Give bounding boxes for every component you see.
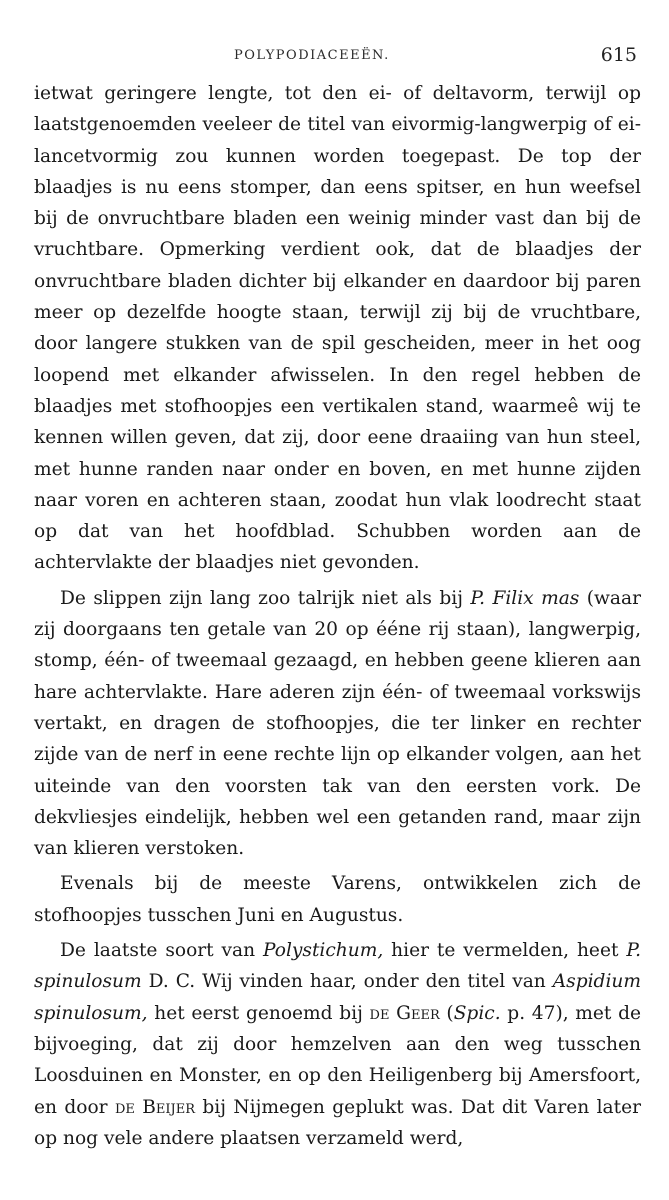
body-text xyxy=(34,78,641,1154)
paragraph xyxy=(34,935,641,1154)
text-run: hier te vermelden, heet xyxy=(383,940,627,962)
text-run: D. C. Wij vinden haar, onder den titel van xyxy=(141,971,553,993)
paragraph xyxy=(34,868,641,931)
running-title: POLYPODIACEEËN. xyxy=(234,48,390,63)
italic-term: Aspidium spinulosum, xyxy=(34,971,641,1024)
text-run: bij Nijmegen geplukt was. Dat dit Varen later op nog vele andere plaatsen verzameld werd, xyxy=(34,1096,641,1149)
text-run: (waar zij doorgaans ten getale van 20 op ééne rij staan), langwerpig, stomp, één- of tweemaal gezaagd, en hebben geene klieren aan hare achtervlakte. Hare aderen zijn één- of tweemaal vorkswijs vertakt, en dragen de stofhoopjes, die ter linker en rechter zijde van de nerf in eene rechte lijn op elkander volgen, aan het uiteinde van den voorsten tak van den eersten vork. De dekvliesjes eindelijk, hebben wel een getanden rand, maar zijn van klieren verstoken. xyxy=(34,587,641,860)
text-run: het eerst genoemd bij xyxy=(147,1002,370,1024)
text-run: ietwat geringere lengte, tot den ei- of deltavorm, terwijl op laatstgenoemden veeleer de titel van eivormig-langwerpig of ei-lancetvormig zou kunnen worden toegepast. De top der blaadjes is nu eens stomper, dan eens spitser, en hun weefsel bij de onvruchtbare bladen een weinig minder vast dan bij de vruchtbare. Opmerking verdient ook, dat de blaadjes der onvruchtbare bladen dichter bij elkander en daardoor bij paren meer op dezelfde hoogte staan, terwijl zij bij de vruchtbare, door langere stukken van de spil gescheiden, meer in het oog loopend met elkander afwisselen. In den regel hebben de blaadjes met stofhoopjes een vertikalen stand, waarmeê wij te kennen willen geven, dat zij, door eene draaiing van hun steel, met hunne randen naar onder en boven, en met hunne zijden naar voren en achteren staan, zoodat hun vlak loodrecht staat op dat van het hoofdblad. Schubben worden aan de achtervlakte der blaadjes niet gevonden. xyxy=(34,83,641,574)
italic-term: P. spinulosum xyxy=(34,940,641,993)
running-head xyxy=(34,38,641,78)
italic-term: P. Filix mas xyxy=(470,587,580,609)
author-name: de Beijer xyxy=(114,1096,196,1118)
text-run: ( xyxy=(439,1002,454,1024)
text-run: De slippen zijn lang zoo talrijk niet als bij xyxy=(60,587,471,609)
text-run: p. 47), met de bijvoeging, dat zij door hemzelven aan den weg tusschen Loosduinen en Monster, en op den Heiligenberg bij Amersfoort, en door xyxy=(34,1002,641,1118)
text-run: Evenals bij de meeste Varens, ontwikkelen zich de stofhoopjes tusschen Juni en Augustus. xyxy=(34,873,641,926)
page-number: 615 xyxy=(600,44,637,66)
text-run: De laatste soort van xyxy=(60,940,263,962)
paragraph xyxy=(34,78,641,579)
italic-term: Spic. xyxy=(453,1002,501,1024)
italic-term: Polystichum, xyxy=(263,940,384,962)
author-name: de Geer xyxy=(369,1002,440,1024)
paragraph xyxy=(34,583,641,865)
